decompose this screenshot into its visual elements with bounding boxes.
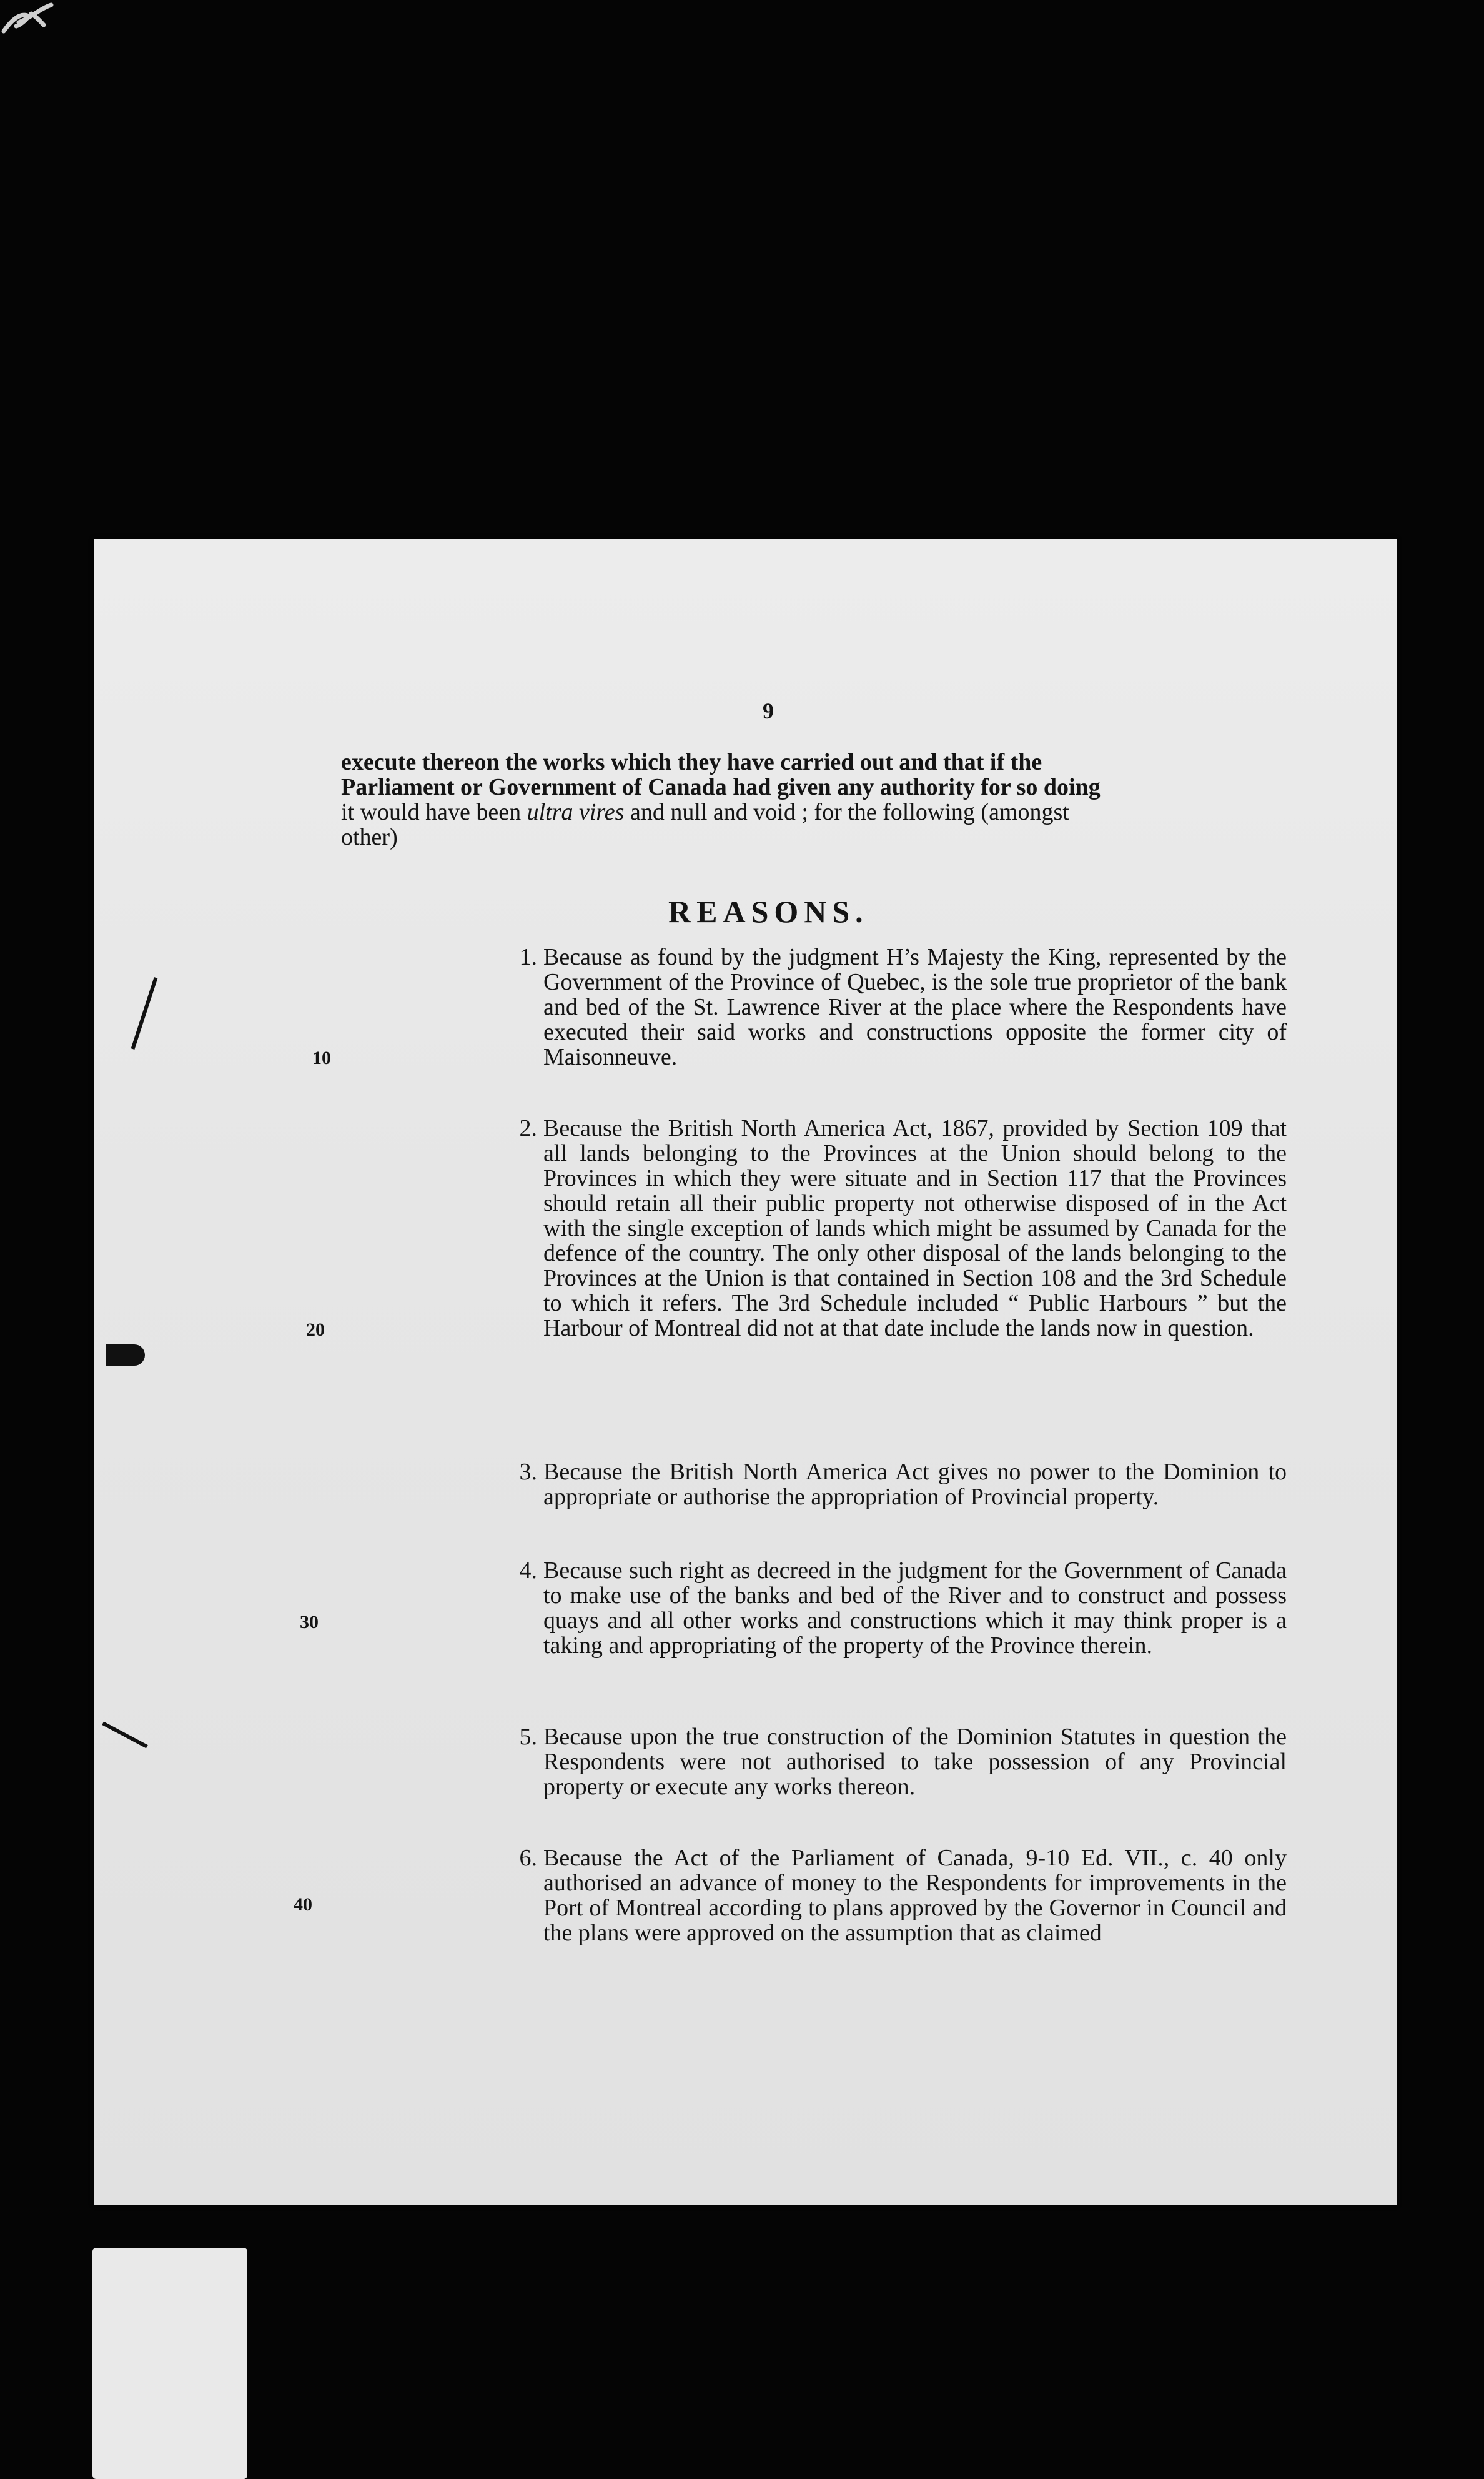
margin-hook-mark	[102, 1722, 147, 1749]
reason-text: Because upon the true construction of the Dominion Statutes in question the Respondents were not authorised to take possession of any Provincial property or execute any works thereon.	[543, 1724, 1287, 1800]
reason-number: 4.	[519, 1557, 537, 1584]
reason-number: 3.	[519, 1459, 537, 1485]
intro-latin-phrase: ultra vires	[527, 799, 625, 825]
margin-pen-mark	[131, 977, 158, 1050]
line-number-30: 30	[300, 1612, 319, 1632]
reason-text: Because such right as decreed in the judgment for the Government of Canada to make use of the banks and bed of the River and to construct and possess quays and all other works and constructions which it may think proper is a taking and appropriating of the property of the Province therein.	[543, 1557, 1287, 1659]
reason-3	[493, 1459, 1287, 1509]
intro-line-1: execute thereon the works which they have carried out and that if the	[341, 749, 1042, 775]
reason-4	[493, 1558, 1287, 1658]
reason-text: Because the British North America Act, 1867, provided by Section 109 that all lands belonging to the Provinces at the Union should belong to the Provinces in which they were situate and in Section 117 that the Provinces should retain all their public property not otherwise disposed of in the Act with the single exception of lands which might be assumed by Canada for the defence of the country. The only other disposal of the lands belonging to the Provinces at the Union is that contained in Section 108 and the 3rd Schedule to which it refers. The 3rd Schedule included “ Public Harbours ” but the Harbour of Montreal did not at that date include the lands now in question.	[543, 1115, 1287, 1341]
intro-paragraph	[341, 750, 1290, 850]
reason-number: 2.	[519, 1115, 537, 1141]
reason-number: 6.	[519, 1845, 537, 1871]
reason-2	[493, 1116, 1287, 1341]
line-number-20: 20	[306, 1319, 325, 1340]
reason-number: 5.	[519, 1724, 537, 1750]
line-number-40: 40	[294, 1894, 312, 1915]
page-number: 9	[763, 698, 774, 723]
reason-5	[493, 1724, 1287, 1799]
document-page	[94, 539, 1397, 2205]
intro-line-3a: it would have been	[341, 799, 527, 825]
reason-text: Because the Act of the Parliament of Canada, 9-10 Ed. VII., c. 40 only authorised an advance of money to the Respondents for improvements in the Port of Montreal according to plans approved by the Governor in Council and the plans were approved on the assumption that as claimed	[543, 1845, 1287, 1946]
reasons-heading: REASONS.	[668, 894, 869, 929]
margin-tab-mark	[106, 1344, 145, 1366]
intro-line-4: other)	[341, 824, 398, 850]
reason-1	[493, 945, 1287, 1070]
intro-line-2: Parliament or Government of Canada had given any authority for so doing	[341, 774, 1101, 800]
line-number-10: 10	[312, 1048, 331, 1068]
reason-number: 1.	[519, 944, 537, 970]
top-film-mark	[0, 0, 56, 37]
reason-text: Because the British North America Act gives no power to the Dominion to appropriate or authorise the appropriation of Provincial property.	[543, 1459, 1287, 1510]
film-frame-card	[92, 2248, 247, 2479]
reason-6	[493, 1846, 1287, 1945]
intro-line-3b: and null and void ; for the following (amongst	[624, 799, 1069, 825]
reason-text: Because as found by the judgment H’s Majesty the King, represented by the Government of the Province of Quebec, is the sole true proprietor of the bank and bed of the St. Lawrence River at the place where the Respondents have executed their said works and constructions opposite the former city of Maisonneuve.	[543, 944, 1287, 1070]
